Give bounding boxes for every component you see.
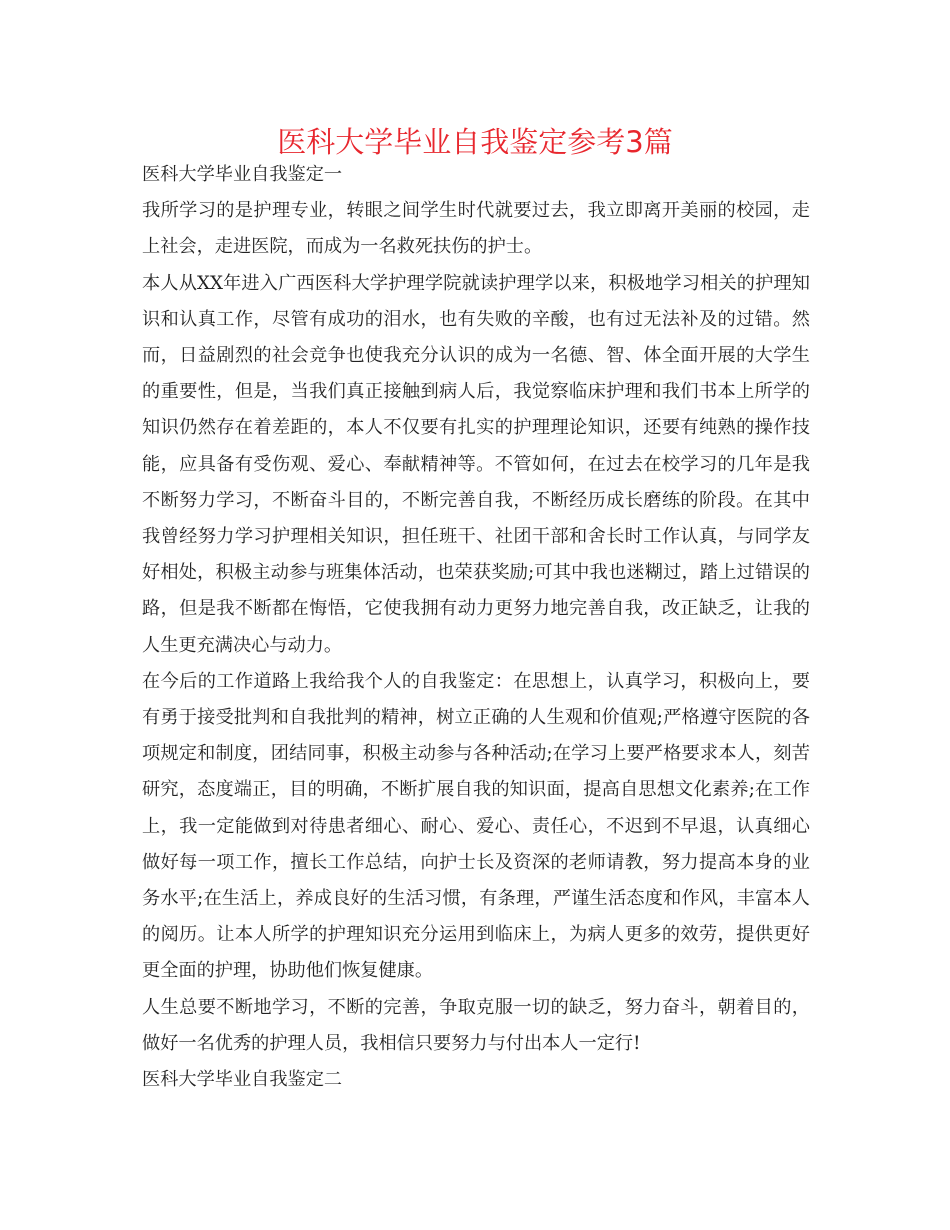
paragraph-experience: 本人从XX年进入广西医科大学护理学院就读护理学以来，积极地学习相关的护理知识和认真工作，尽管有成功的泪水，也有失败的辛酸，也有过无法补及的过错。然而，日益剧烈的社会竞争也使我充分认识的成为一名德、智、体全面开展的大学生的重要性，但是，当我们真正接触到病人后，我觉察临床护理和我们书本上所学的知识仍然存在着差距的，本人不仅要有扎实的护理理论知识，还要有纯熟的操作技能，应具备有受伤观、爱心、奉献精神等。不管如何，在过去在校学习的几年是我不断努力学习，不断奋斗目的，不断完善自我，不断经历成长磨练的阶段。在其中我曾经努力学习护理相关知识，担任班干、社团干部和舍长时工作认真，与同学友好相处，积极主动参与班集体活动，也荣获奖励;可其中我也迷糊过，踏上过错误的路，但是我不断都在悔悟，它使我拥有动力更努力地完善自我，改正缺乏，让我的人生更充满决心与动力。: [142, 272, 810, 656]
paragraph-conclusion: 人生总要不断地学习，不断的完善，争取克服一切的缺乏，努力奋斗，朝着目的，做好一名优秀的护理人员，我相信只要努力与付出本人一定行!: [142, 996, 810, 1054]
section-heading-1: 医科大学毕业自我鉴定一: [142, 164, 343, 185]
document-title: 医科大学毕业自我鉴定参考3篇: [277, 125, 673, 159]
paragraph-future-plan: 在今后的工作道路上我给我个人的自我鉴定：在思想上，认真学习，积极向上，要有勇于接受批判和自我批判的精神，树立正确的人生观和价值观;严格遵守医院的各项规定和制度，团结同事，积极主动参与各种活动;在学习上要严格要求本人，刻苦研究，态度端正，目的明确，不断扩展自我的知识面，提高自思想文化素养;在工作上，我一定能做到对待患者细心、耐心、爱心、责任心，不迟到不早退，认真细心做好每一项工作，擅长工作总结，向护士长及资深的老师请教，努力提高本身的业务水平;在生活上，养成良好的生活习惯，有条理，严谨生活态度和作风，丰富本人的阅历。让本人所学的护理知识充分运用到临床上，为病人更多的效劳，提供更好更全面的护理，协助他们恢复健康。: [142, 670, 810, 982]
document-body: [142, 157, 810, 1098]
paragraph-intro: 我所学习的是护理专业，转眼之间学生时代就要过去，我立即离开美丽的校园，走上社会，走进医院，而成为一名救死扶伤的护士。: [142, 200, 810, 258]
section-heading-2: 医科大学毕业自我鉴定二: [142, 1069, 343, 1091]
